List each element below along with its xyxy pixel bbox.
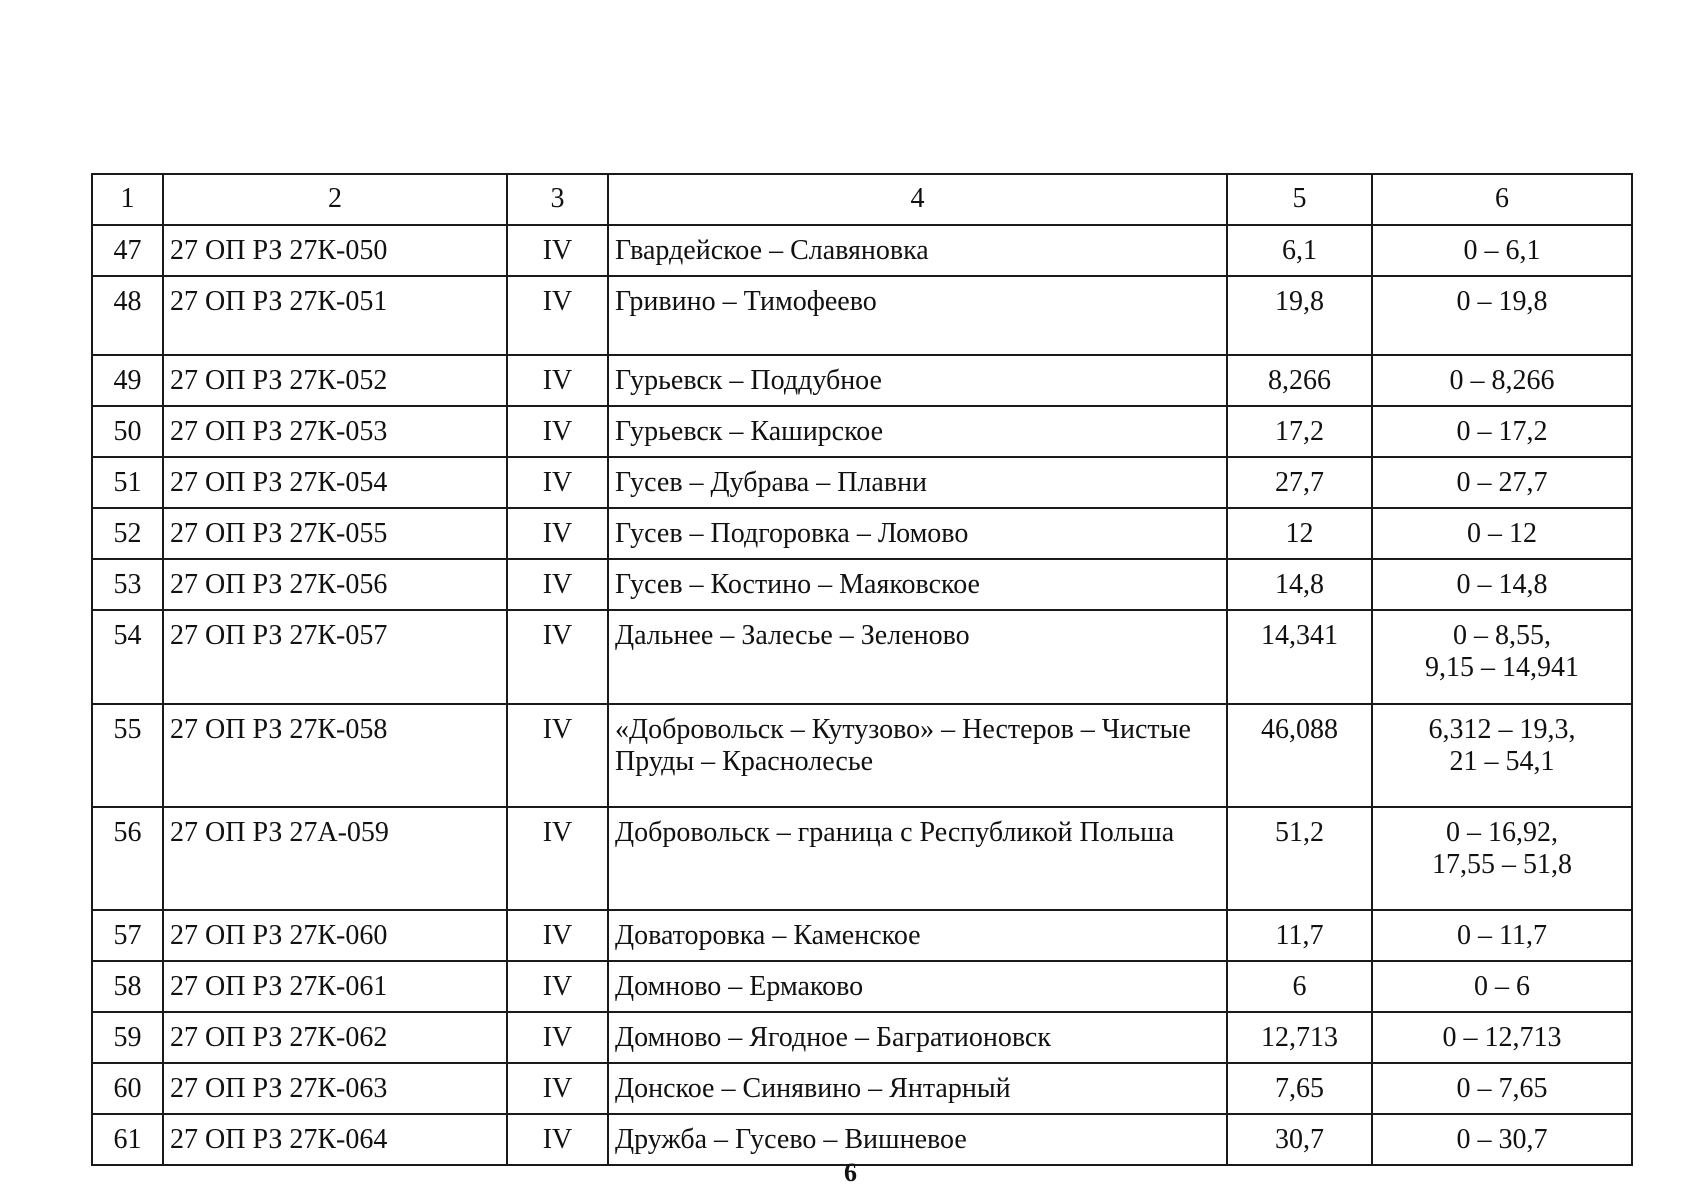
header-cell: 5 (1227, 174, 1372, 225)
header-row (92, 174, 1632, 225)
road-km-range-line: 0 – 12,713 (1442, 1022, 1562, 1053)
road-name (608, 225, 1227, 276)
road-code: 27 ОП РЗ 27К-062 (163, 1012, 507, 1063)
road-km-range-line: 17,55 – 51,8 (1432, 849, 1572, 880)
road-km-range (1372, 457, 1632, 508)
road-code: 27 ОП РЗ 27К-058 (163, 704, 507, 807)
road-km-range-line: 6,312 – 19,3, (1428, 714, 1576, 745)
road-length: 27,7 (1227, 457, 1372, 508)
table-row (92, 1012, 1632, 1063)
road-category: IV (507, 355, 608, 406)
row-number: 59 (92, 1012, 163, 1063)
road-length: 51,2 (1227, 807, 1372, 910)
road-km-range (1372, 508, 1632, 559)
row-number: 54 (92, 610, 163, 704)
row-number: 55 (92, 704, 163, 807)
road-km-range-line: 0 – 27,7 (1456, 467, 1548, 498)
road-length: 11,7 (1227, 910, 1372, 961)
row-number: 48 (92, 276, 163, 355)
road-km-range-line: 0 – 12 (1467, 518, 1537, 549)
row-number: 50 (92, 406, 163, 457)
table-row (92, 1063, 1632, 1114)
road-name-line: Дружба – Гусево – Вишневое (615, 1124, 967, 1155)
road-category: IV (507, 1114, 608, 1165)
header-cell: 4 (608, 174, 1227, 225)
road-length: 46,088 (1227, 704, 1372, 807)
road-category: IV (507, 559, 608, 610)
road-km-range (1372, 225, 1632, 276)
road-name-line: Доваторовка – Каменское (615, 920, 921, 951)
header-cell: 3 (507, 174, 608, 225)
road-code: 27 ОП РЗ 27К-064 (163, 1114, 507, 1165)
table-row (92, 276, 1632, 355)
road-km-range-line: 0 – 16,92, (1446, 817, 1558, 848)
road-km-range-line: 0 – 8,55, (1453, 620, 1551, 651)
road-code: 27 ОП РЗ 27К-052 (163, 355, 507, 406)
road-km-range-line: 0 – 6 (1474, 971, 1530, 1002)
table-row (92, 355, 1632, 406)
road-length: 14,8 (1227, 559, 1372, 610)
row-number: 58 (92, 961, 163, 1012)
road-category: IV (507, 406, 608, 457)
table-row (92, 559, 1632, 610)
road-code: 27 ОП РЗ 27К-055 (163, 508, 507, 559)
road-code: 27 ОП РЗ 27К-063 (163, 1063, 507, 1114)
table-row (92, 704, 1632, 807)
table-row (92, 225, 1632, 276)
road-name (608, 1012, 1227, 1063)
road-km-range (1372, 961, 1632, 1012)
road-name-line: Гвардейское – Славяновка (615, 235, 929, 266)
page-number: 6 (844, 1158, 857, 1187)
road-name (608, 276, 1227, 355)
road-km-range-line: 0 – 19,8 (1456, 286, 1548, 317)
road-code: 27 ОП РЗ 27А-059 (163, 807, 507, 910)
road-name (608, 406, 1227, 457)
road-km-range (1372, 807, 1632, 910)
road-name-line: Гурьевск – Каширское (615, 416, 884, 447)
road-code: 27 ОП РЗ 27К-060 (163, 910, 507, 961)
road-km-range-line: 0 – 8,266 (1449, 365, 1555, 396)
row-number: 49 (92, 355, 163, 406)
table-row (92, 961, 1632, 1012)
row-number: 60 (92, 1063, 163, 1114)
road-name-line: Гусев – Костино – Маяковское (615, 569, 980, 600)
road-category: IV (507, 1012, 608, 1063)
row-number: 57 (92, 910, 163, 961)
road-category: IV (507, 807, 608, 910)
table-row (92, 508, 1632, 559)
road-km-range (1372, 276, 1632, 355)
road-code: 27 ОП РЗ 27К-054 (163, 457, 507, 508)
road-length: 7,65 (1227, 1063, 1372, 1114)
road-code: 27 ОП РЗ 27К-056 (163, 559, 507, 610)
header-cell: 1 (92, 174, 163, 225)
header-cell: 6 (1372, 174, 1632, 225)
road-code: 27 ОП РЗ 27К-057 (163, 610, 507, 704)
row-number: 51 (92, 457, 163, 508)
road-name-line: Гривино – Тимофеево (615, 286, 877, 317)
road-km-range-line: 0 – 7,65 (1456, 1073, 1548, 1104)
road-name-line: Гурьевск – Поддубное (615, 365, 882, 396)
road-name-line: «Добровольск – Кутузово» – Нестеров – Чистые (615, 714, 1191, 745)
road-km-range-line: 21 – 54,1 (1449, 746, 1555, 777)
road-category: IV (507, 704, 608, 807)
road-km-range-line: 0 – 6,1 (1463, 235, 1541, 266)
road-category: IV (507, 508, 608, 559)
road-km-range-line: 0 – 17,2 (1456, 416, 1548, 447)
road-name (608, 457, 1227, 508)
row-number: 53 (92, 559, 163, 610)
row-number: 52 (92, 508, 163, 559)
road-length: 12 (1227, 508, 1372, 559)
road-name-line: Пруды – Краснолесье (615, 746, 874, 777)
road-name (608, 610, 1227, 704)
road-name (608, 508, 1227, 559)
road-name-line: Донское – Синявино – Янтарный (615, 1073, 1011, 1104)
road-length: 6,1 (1227, 225, 1372, 276)
road-length: 6 (1227, 961, 1372, 1012)
road-km-range (1372, 610, 1632, 704)
road-km-range-line: 0 – 30,7 (1456, 1124, 1548, 1155)
road-name-line: Дальнее – Залесье – Зеленово (615, 620, 970, 651)
road-name (608, 910, 1227, 961)
road-length: 17,2 (1227, 406, 1372, 457)
road-length: 8,266 (1227, 355, 1372, 406)
road-length: 14,341 (1227, 610, 1372, 704)
road-km-range-line: 9,15 – 14,941 (1425, 652, 1579, 683)
road-name-line: Добровольск – граница с Республикой Польша (615, 817, 1175, 848)
road-km-range-line: 0 – 11,7 (1457, 920, 1547, 951)
road-code: 27 ОП РЗ 27К-051 (163, 276, 507, 355)
table-row (92, 610, 1632, 704)
road-name (608, 807, 1227, 910)
road-name-line: Гусев – Подгоровка – Ломово (615, 518, 969, 549)
row-number: 61 (92, 1114, 163, 1165)
road-category: IV (507, 961, 608, 1012)
road-name (608, 1063, 1227, 1114)
road-km-range (1372, 406, 1632, 457)
road-length: 30,7 (1227, 1114, 1372, 1165)
road-length: 19,8 (1227, 276, 1372, 355)
row-number: 56 (92, 807, 163, 910)
road-km-range (1372, 355, 1632, 406)
table-row (92, 457, 1632, 508)
road-code: 27 ОП РЗ 27К-061 (163, 961, 507, 1012)
road-category: IV (507, 225, 608, 276)
road-category: IV (507, 910, 608, 961)
road-km-range (1372, 559, 1632, 610)
road-length: 12,713 (1227, 1012, 1372, 1063)
road-km-range (1372, 1063, 1632, 1114)
road-name-line: Домново – Ягодное – Багратионовск (615, 1022, 1051, 1053)
road-code: 27 ОП РЗ 27К-050 (163, 225, 507, 276)
road-name-line: Гусев – Дубрава – Плавни (615, 467, 928, 498)
header-cell: 2 (163, 174, 507, 225)
table-row (92, 910, 1632, 961)
table-row (92, 807, 1632, 910)
road-name-line: Домново – Ермаково (615, 971, 864, 1002)
road-category: IV (507, 276, 608, 355)
road-name (608, 559, 1227, 610)
road-category: IV (507, 457, 608, 508)
row-number: 47 (92, 225, 163, 276)
road-category: IV (507, 610, 608, 704)
roads-table (91, 173, 1633, 1166)
road-km-range (1372, 910, 1632, 961)
road-name (608, 704, 1227, 807)
road-name (608, 355, 1227, 406)
road-km-range (1372, 1012, 1632, 1063)
road-name (608, 961, 1227, 1012)
road-km-range (1372, 704, 1632, 807)
road-category: IV (507, 1063, 608, 1114)
table-row (92, 406, 1632, 457)
road-km-range-line: 0 – 14,8 (1456, 569, 1548, 600)
road-code: 27 ОП РЗ 27К-053 (163, 406, 507, 457)
